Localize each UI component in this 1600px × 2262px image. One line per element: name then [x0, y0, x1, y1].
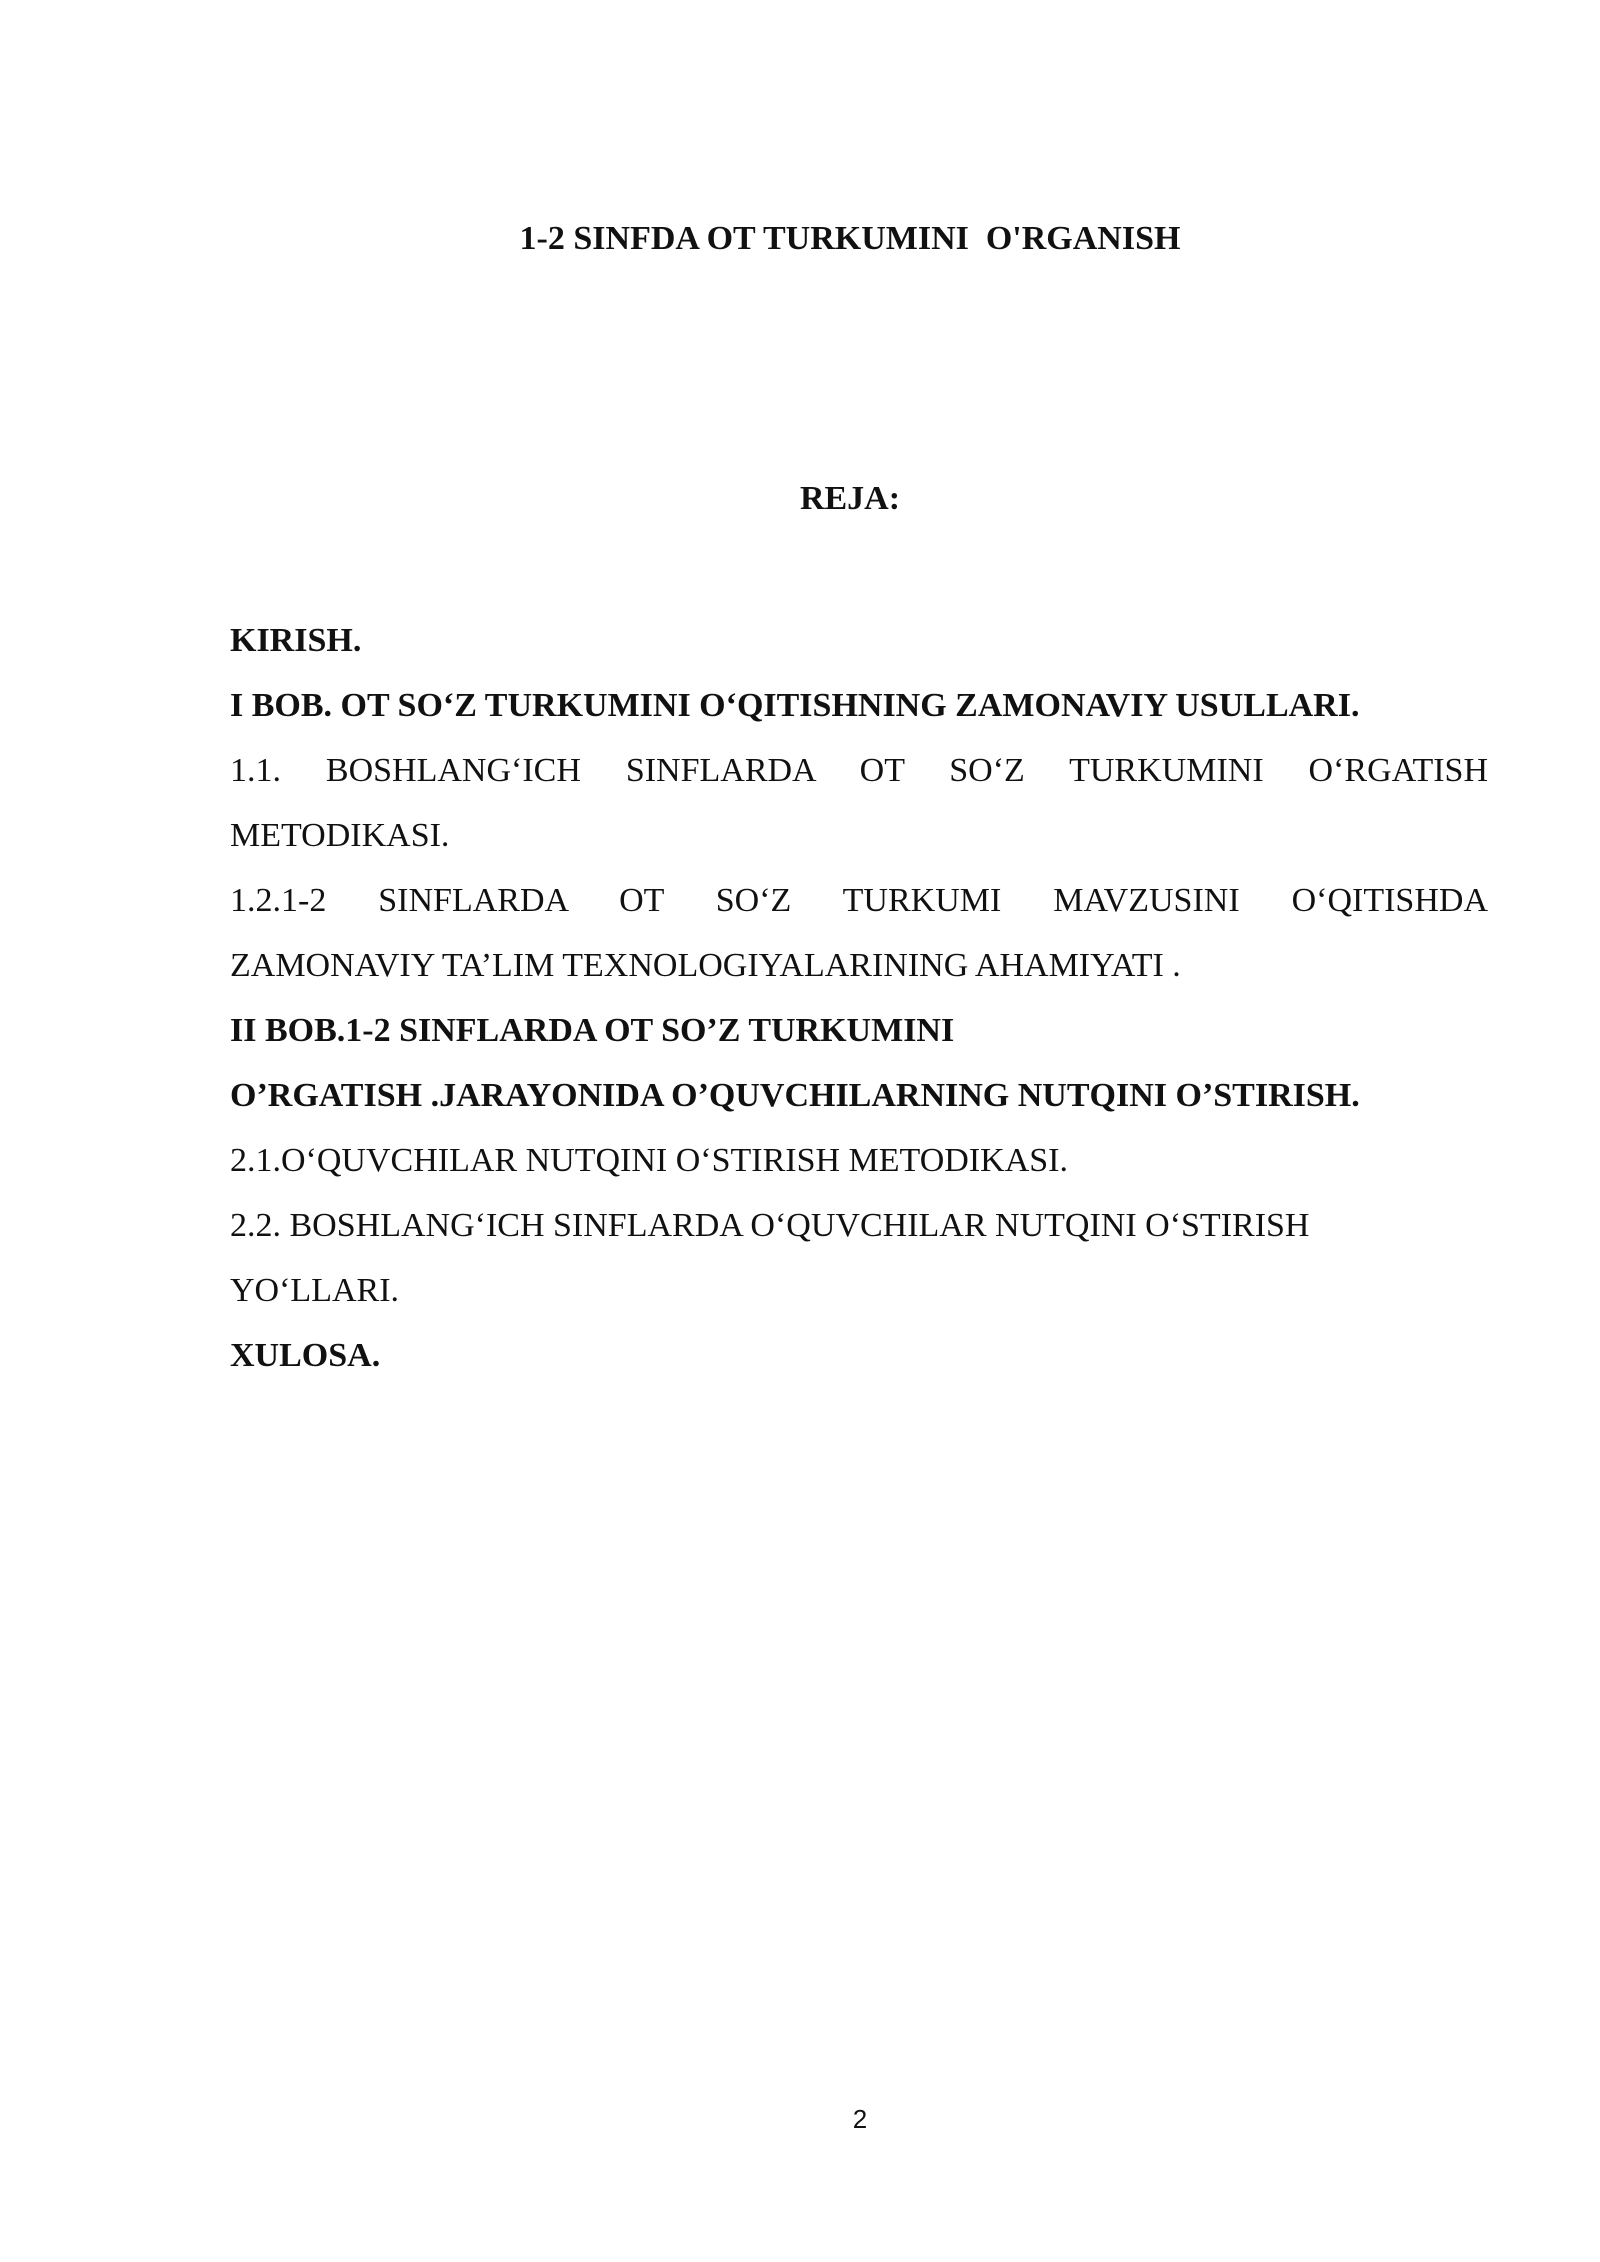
toc-item-section-2-2-cont: YO‘LLARI.: [230, 1272, 400, 1309]
toc-item-chapter-2-cont: O’RGATISH .JARAYONIDA O’QUVCHILARNING NUTQINI O’STIRISH.: [230, 1077, 1360, 1114]
toc-item-section-1-2: 1.2.1-2 SINFLARDA OT SO‘Z TURKUMI MAVZUSINI O‘QITISHDA: [230, 882, 1488, 919]
toc-item-chapter-2: II BOB.1-2 SINFLARDA OT SO’Z TURKUMINI: [230, 1012, 955, 1049]
toc-item-section-2-2: 2.2. BOSHLANG‘ICH SINFLARDA O‘QUVCHILAR NUTQINI O‘STIRISH: [230, 1207, 1310, 1244]
toc-item-chapter-1: I BOB. OT SO‘Z TURKUMINI O‘QITISHNING ZAMONAVIY USULLARI.: [230, 687, 1360, 724]
toc-item-conclusion: XULOSA.: [230, 1337, 381, 1374]
toc-item-section-1-1-cont: METODIKASI.: [230, 817, 450, 854]
toc-item-section-1-1: 1.1. BOSHLANG‘ICH SINFLARDA OT SO‘Z TURKUMINI O‘RGATISH: [230, 752, 1488, 789]
toc-item-section-1-2-cont: ZAMONAVIY TA’LIM TEXNOLOGIYALARINING AHAMIYATI .: [230, 947, 1181, 984]
page-number: 2: [852, 2104, 868, 2134]
table-of-contents: [230, 608, 1488, 1388]
toc-item-section-2-1: 2.1.O‘QUVCHILAR NUTQINI O‘STIRISH METODIKASI.: [230, 1142, 1068, 1179]
document-title: 1-2 SINFDA OT TURKUMINI O'RGANISH: [519, 220, 1181, 257]
toc-item-introduction: KIRISH.: [230, 622, 362, 659]
plan-heading: REJA:: [799, 480, 901, 517]
